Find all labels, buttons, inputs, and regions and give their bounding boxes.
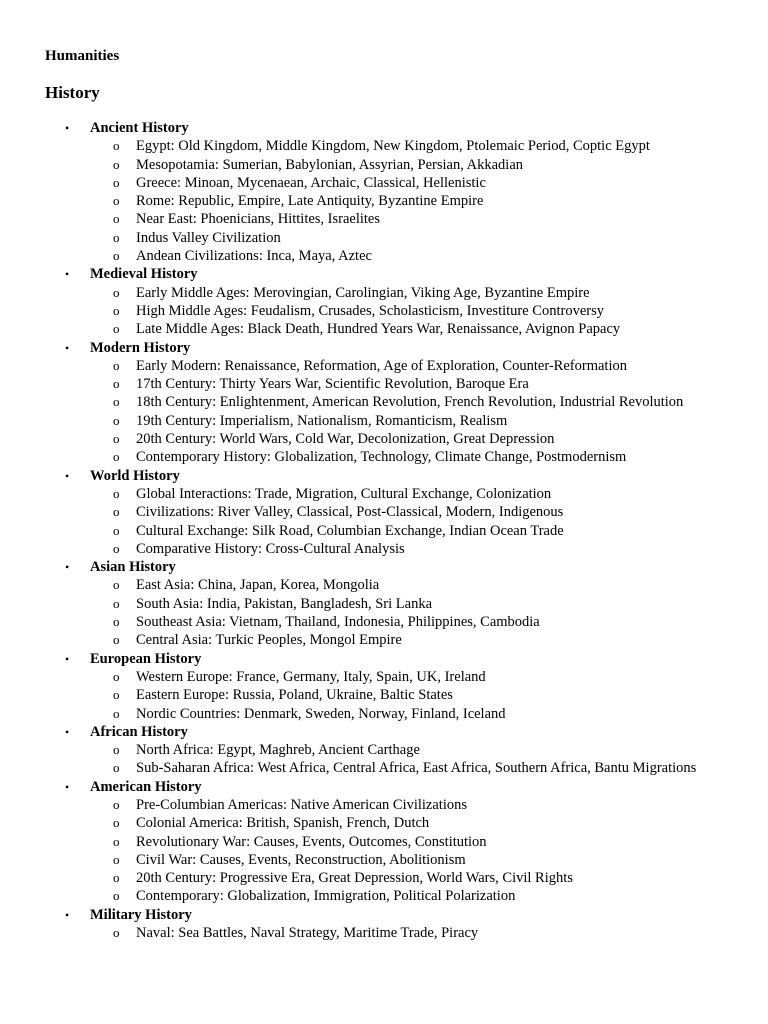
subtopic-text: Andean Civilizations: Inca, Maya, Aztec (136, 248, 372, 265)
section-label: Humanities (45, 48, 120, 64)
subtopic-item (0, 375, 768, 393)
topic-bullet-icon: • (65, 651, 70, 666)
subtopic-text: Near East: Phoenicians, Hittites, Israelites (136, 211, 381, 228)
topic-heading: Asian History (90, 559, 176, 576)
subtopic-bullet-icon: o (113, 485, 120, 501)
subtopic-item (0, 210, 768, 228)
subtopic-item (0, 284, 768, 302)
subtopic-text: 20th Century: Progressive Era, Great Depression, World Wars, Civil Rights (136, 870, 573, 887)
subtopic-bullet-icon: o (113, 870, 120, 886)
subtopic-bullet-icon: o (113, 302, 120, 318)
subtopic-bullet-icon: o (113, 138, 120, 154)
subtopic-bullet-icon: o (113, 431, 120, 447)
subtopic-list (0, 576, 768, 649)
subtopic-item (0, 814, 768, 832)
subtopic-text: East Asia: China, Japan, Korea, Mongolia (136, 577, 380, 594)
subtopic-item (0, 192, 768, 210)
topic-row (0, 650, 768, 668)
subtopic-text: Rome: Republic, Empire, Late Antiquity, Byzantine Empire (136, 193, 484, 210)
topic-row (0, 339, 768, 357)
subtopic-item (0, 759, 768, 777)
subtopic-text: Comparative History: Cross-Cultural Analysis (136, 540, 405, 557)
subtopic-text: 18th Century: Enlightenment, American Revolution, French Revolution, Industrial Revolution (136, 394, 684, 411)
subtopic-bullet-icon: o (113, 156, 120, 172)
subtopic-list (0, 741, 768, 778)
topic-row (0, 467, 768, 485)
subtopic-bullet-icon: o (113, 796, 120, 812)
subtopic-item (0, 174, 768, 192)
subtopic-text: Civil War: Causes, Events, Reconstruction, Abolitionism (136, 851, 466, 868)
topic-row (0, 119, 768, 137)
topic-row (0, 558, 768, 576)
subtopic-item (0, 302, 768, 320)
subtopic-item (0, 595, 768, 613)
subtopic-bullet-icon: o (113, 705, 120, 721)
subtopic-bullet-icon: o (113, 376, 120, 392)
subtopic-text: Egypt: Old Kingdom, Middle Kingdom, New Kingdom, Ptolemaic Period, Coptic Egypt (136, 138, 650, 155)
subtopic-text: South Asia: India, Pakistan, Bangladesh, Sri Lanka (136, 595, 433, 612)
subtopic-bullet-icon: o (113, 595, 120, 611)
subtopic-bullet-icon: o (113, 211, 120, 227)
subtopic-item (0, 851, 768, 869)
subtopic-bullet-icon: o (113, 577, 120, 593)
topic-item (0, 558, 768, 649)
subtopic-list (0, 357, 768, 467)
subtopic-bullet-icon: o (113, 174, 120, 190)
topic-item (0, 339, 768, 467)
subtopic-item (0, 522, 768, 540)
subtopic-item (0, 833, 768, 851)
subtopic-item (0, 247, 768, 265)
topic-item (0, 906, 768, 943)
subtopic-text: Early Middle Ages: Merovingian, Carolingian, Viking Age, Byzantine Empire (136, 284, 590, 301)
subtopic-item (0, 229, 768, 247)
subtopic-item (0, 796, 768, 814)
subtopic-list (0, 668, 768, 723)
subtopic-text: Indus Valley Civilization (136, 229, 281, 246)
subtopic-list (0, 485, 768, 558)
subtopic-bullet-icon: o (113, 284, 120, 300)
subtopic-bullet-icon: o (113, 229, 120, 245)
subtopic-text: Naval: Sea Battles, Naval Strategy, Maritime Trade, Piracy (136, 925, 479, 942)
topic-row (0, 906, 768, 924)
subtopic-bullet-icon: o (113, 449, 120, 465)
topic-heading: Medieval History (90, 266, 198, 283)
topic-bullet-icon: • (65, 724, 70, 739)
subtopic-item (0, 430, 768, 448)
topic-item (0, 723, 768, 778)
subtopic-list (0, 924, 768, 942)
subtopic-bullet-icon: o (113, 833, 120, 849)
topic-bullet-icon: • (65, 340, 70, 355)
subtopic-text: Western Europe: France, Germany, Italy, Spain, UK, Ireland (136, 668, 486, 685)
subtopic-bullet-icon: o (113, 321, 120, 337)
subtopic-text: Central Asia: Turkic Peoples, Mongol Empire (136, 632, 402, 649)
subtopic-item (0, 613, 768, 631)
topic-bullet-icon: • (65, 907, 70, 922)
topic-heading: European History (90, 650, 202, 667)
subtopic-item (0, 320, 768, 338)
subtopic-list (0, 796, 768, 906)
subtopic-list (0, 284, 768, 339)
topic-bullet-icon: • (65, 779, 70, 794)
subtopic-text: Colonial America: British, Spanish, French, Dutch (136, 815, 430, 832)
subtopic-bullet-icon: o (113, 851, 120, 867)
subtopic-bullet-icon: o (113, 248, 120, 264)
subtopic-text: Contemporary: Globalization, Immigration, Political Polarization (136, 888, 516, 905)
subtopic-text: 17th Century: Thirty Years War, Scientific Revolution, Baroque Era (136, 376, 529, 393)
subtopic-text: Greece: Minoan, Mycenaean, Archaic, Classical, Hellenistic (136, 174, 486, 191)
subtopic-item (0, 393, 768, 411)
subtopic-text: Early Modern: Renaissance, Reformation, Age of Exploration, Counter-Reformation (136, 357, 627, 374)
subtopic-item (0, 357, 768, 375)
subtopic-text: Pre-Columbian Americas: Native American Civilizations (136, 796, 468, 813)
subtopic-bullet-icon: o (113, 760, 120, 776)
subtopic-item (0, 503, 768, 521)
subtopic-item (0, 869, 768, 887)
subtopic-bullet-icon: o (113, 504, 120, 520)
topic-row (0, 778, 768, 796)
topic-row (0, 723, 768, 741)
subtopic-text: 20th Century: World Wars, Cold War, Decolonization, Great Depression (136, 431, 555, 448)
subtopic-bullet-icon: o (113, 815, 120, 831)
page-title: History (45, 83, 100, 102)
subtopic-item (0, 924, 768, 942)
subtopic-bullet-icon: o (113, 925, 120, 941)
subtopic-text: Cultural Exchange: Silk Road, Columbian Exchange, Indian Ocean Trade (136, 522, 564, 539)
subtopic-item (0, 668, 768, 686)
subtopic-text: North Africa: Egypt, Maghreb, Ancient Carthage (136, 742, 420, 759)
topic-item (0, 119, 768, 265)
subtopic-bullet-icon: o (113, 540, 120, 556)
subtopic-item (0, 631, 768, 649)
topic-bullet-icon: • (65, 121, 70, 135)
subtopic-text: Civilizations: River Valley, Classical, Post-Classical, Modern, Indigenous (136, 504, 564, 521)
topic-heading: World History (90, 467, 180, 484)
topic-bullet-icon: • (65, 267, 70, 282)
subtopic-item (0, 705, 768, 723)
subtopic-text: Southeast Asia: Vietnam, Thailand, Indonesia, Philippines, Cambodia (136, 614, 540, 631)
topic-row (0, 265, 768, 283)
subtopic-bullet-icon: o (113, 888, 120, 904)
subtopic-item (0, 540, 768, 558)
subtopic-text: 19th Century: Imperialism, Nationalism, Romanticism, Realism (136, 412, 508, 429)
topic-item (0, 650, 768, 723)
subtopic-bullet-icon: o (113, 412, 120, 428)
history-outline (0, 119, 768, 942)
subtopic-list (0, 137, 768, 265)
topic-heading: African History (90, 723, 188, 740)
subtopic-item (0, 686, 768, 704)
subtopic-text: Global Interactions: Trade, Migration, Cultural Exchange, Colonization (136, 485, 552, 502)
subtopic-text: Mesopotamia: Sumerian, Babylonian, Assyrian, Persian, Akkadian (136, 156, 524, 173)
subtopic-text: Eastern Europe: Russia, Poland, Ukraine, Baltic States (136, 687, 453, 704)
topic-heading: American History (90, 778, 202, 795)
subtopic-item (0, 887, 768, 905)
subtopic-bullet-icon: o (113, 632, 120, 648)
subtopic-item (0, 741, 768, 759)
subtopic-bullet-icon: o (113, 394, 120, 410)
subtopic-text: Sub-Saharan Africa: West Africa, Central Africa, East Africa, Southern Africa, Bantu Migrations (136, 760, 697, 777)
subtopic-bullet-icon: o (113, 687, 120, 703)
subtopic-bullet-icon: o (113, 357, 120, 373)
subtopic-item (0, 412, 768, 430)
topic-heading: Ancient History (90, 120, 189, 136)
subtopic-text: Revolutionary War: Causes, Events, Outcomes, Constitution (136, 833, 487, 850)
subtopic-bullet-icon: o (113, 614, 120, 630)
subtopic-item (0, 156, 768, 174)
subtopic-bullet-icon: o (113, 522, 120, 538)
subtopic-text: High Middle Ages: Feudalism, Crusades, Scholasticism, Investiture Controversy (136, 302, 604, 319)
topic-heading: Modern History (90, 339, 191, 356)
subtopic-bullet-icon: o (113, 742, 120, 758)
topic-item (0, 265, 768, 338)
subtopic-bullet-icon: o (113, 193, 120, 209)
topic-item (0, 467, 768, 558)
subtopic-item (0, 137, 768, 155)
subtopic-bullet-icon: o (113, 668, 120, 684)
topic-bullet-icon: • (65, 560, 70, 575)
topic-heading: Military History (90, 906, 192, 923)
topic-bullet-icon: • (65, 468, 70, 483)
subtopic-item (0, 576, 768, 594)
subtopic-text: Contemporary History: Globalization, Technology, Climate Change, Postmodernism (136, 449, 627, 466)
subtopic-text: Late Middle Ages: Black Death, Hundred Years War, Renaissance, Avignon Papacy (136, 321, 621, 338)
subtopic-item (0, 485, 768, 503)
subtopic-text: Nordic Countries: Denmark, Sweden, Norway, Finland, Iceland (136, 705, 506, 722)
topic-item (0, 778, 768, 906)
subtopic-item (0, 448, 768, 466)
